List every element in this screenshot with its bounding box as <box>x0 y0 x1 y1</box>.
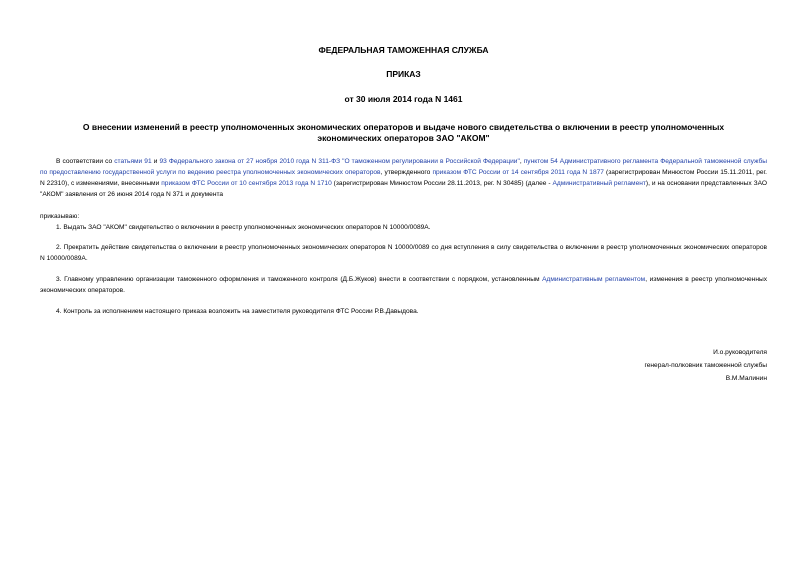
item-3 <box>40 274 767 296</box>
link-administrative-regulation-2[interactable]: Административным регламентом <box>542 276 646 283</box>
link-article-91[interactable]: статьями 91 <box>114 158 152 165</box>
preamble-text-4: , утвержденного <box>380 169 433 176</box>
preamble-text-6: (зарегистрирован Минюстом России 28.11.2013, рег. N 30485) (далее - <box>331 180 553 187</box>
link-order-1877[interactable]: приказом ФТС России от 14 сентября 2011 года N 1877 <box>432 169 604 176</box>
item-3-text-1: 3. Главному управлению организации таможенного оформления и таможенного контроля (Д.Б.Жуков) внести в соответствии с порядком, установленным <box>56 276 543 283</box>
item-3-text-2: , изменения в реестр уполномоченных экономических операторов. <box>40 276 768 294</box>
preamble-paragraph <box>40 156 767 200</box>
document-date-number: от 30 июля 2014 года N 1461 <box>344 94 463 104</box>
order-word: приказываю: <box>40 213 80 220</box>
signature-block <box>467 346 767 385</box>
item-2: 2. Прекратить действие свидетельства о включении в реестр уполномоченных экономических операторов N 10000/0089 со дня вступления в силу свидетельства о включении в реестр уполномоченных экономических операторов N 10000/0089А. <box>40 244 767 262</box>
link-point-54-regulation[interactable]: пунктом 54 Административного регламента Федеральной таможенной службы по предоставлению государственной услуги по ведению реестра уполномоченных экономических операторов <box>40 158 767 176</box>
link-administrative-regulation[interactable]: Административный регламент <box>552 180 646 187</box>
preamble-text-3: , <box>519 158 524 165</box>
signature-position: И.о.руководителя <box>713 349 767 356</box>
item-4: 4. Контроль за исполнением настоящего приказа возложить на заместителя руководителя ФТС России Р.В.Давыдова. <box>56 308 419 315</box>
link-article-93-federal-law[interactable]: 93 Федерального закона от 27 ноября 2010 года N 311-ФЗ "О таможенном регулировании в Российской Федерации" <box>159 158 520 165</box>
signature-name: В.М.Малинин <box>725 375 767 382</box>
link-order-1710[interactable]: приказом ФТС России от 10 сентября 2013 года N 1710 <box>161 180 332 187</box>
preamble-text-5: (зарегистрирован Минюстом России 15.11.2011, рег. N 22310), с изменениями, внесенными <box>40 169 767 187</box>
preamble-text-1: В соответствии со <box>56 158 115 165</box>
agency-name: ФЕДЕРАЛЬНАЯ ТАМОЖЕННАЯ СЛУЖБА <box>318 45 489 55</box>
signature-rank: генерал-полковник таможенной службы <box>644 362 767 369</box>
document-type: ПРИКАЗ <box>386 69 421 79</box>
document-title: О внесении изменений в реестр уполномоченных экономических операторов и выдаче нового свидетельства о включении в реестр уполномоченных экономических операторов ЗАО "АКОМ" <box>82 122 725 143</box>
item-1: 1. Выдать ЗАО "АКОМ" свидетельство о включении в реестр уполномоченных экономических операторов N 10000/0089А. <box>56 224 431 231</box>
preamble-text-2: и <box>151 158 160 165</box>
preamble-text-7: ), и на основании представленных ЗАО "АКОМ" заявления от 26 июня 2014 года N 371 и документа <box>40 180 767 198</box>
